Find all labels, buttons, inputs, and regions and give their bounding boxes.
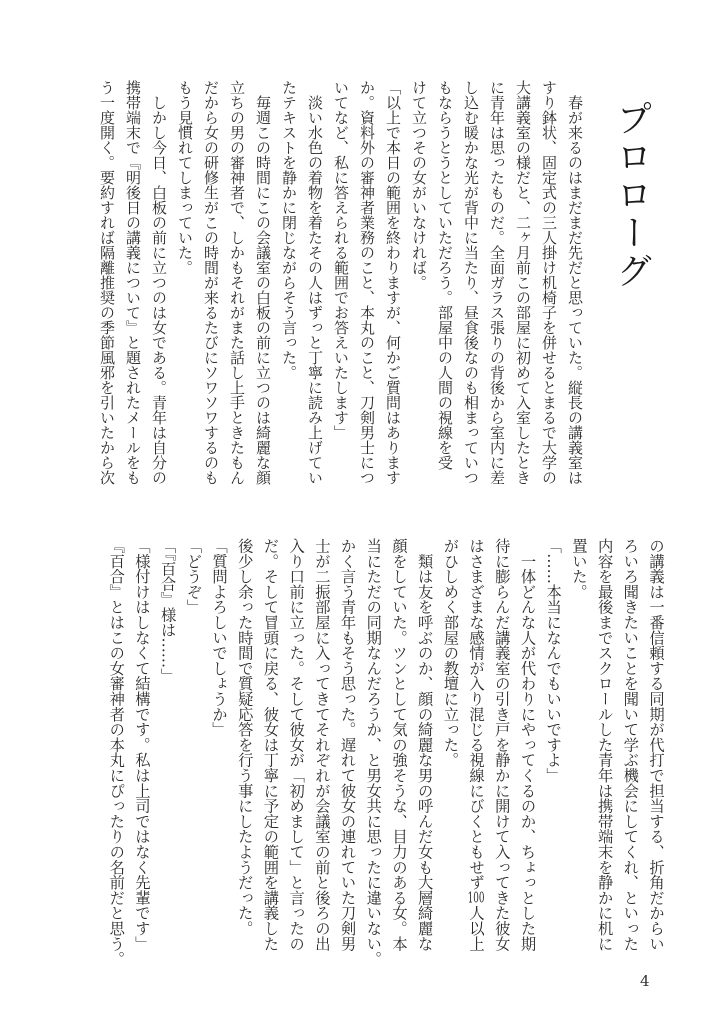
text-column: 携帯端末で『明後日の講義について』と題されたメールをも xyxy=(124,80,142,485)
text-column: 「『百合』様は……」 xyxy=(158,538,177,684)
text-column: 顔をしていた。ツンとして気の強そうな、目力のある女。本 xyxy=(389,538,408,952)
text-column: かく言う青年もそう思った。遅れて彼女の連れていた刀剣男 xyxy=(338,538,357,952)
text-column: 毎週この時間にこの会議室の白板の前に立つのは綺麗な顔 xyxy=(254,80,272,485)
page-number: 4 xyxy=(640,972,650,990)
text-column: う一度開く。要約すれば隔離推奨の季節風邪を引いたから次 xyxy=(98,80,116,485)
text-column: 内容を最後までスクロールした青年は携帯端末を静かに机に xyxy=(595,538,614,952)
text-column: いてなど、私に答えられる範囲でお答えいたします」 xyxy=(332,80,350,440)
lower-text-block xyxy=(103,538,668,967)
text-column: ろいろ聞きたいことを聞いて学ぶ機会にしてくれ、といった xyxy=(621,538,640,952)
text-column: もう見慣れてしまっていた。 xyxy=(176,80,194,275)
text-column: 入り口前に立った。そして彼女が「初めまして」と言ったの xyxy=(287,538,306,952)
text-column: の講義は一番信頼する同期が代打で担当する、折角だからい xyxy=(647,538,665,952)
text-column: しかし今日、白板の前に立つのは女である。青年は自分の xyxy=(150,80,168,485)
text-column: 置いた。 xyxy=(569,538,588,600)
text-column: に青年は思ったものだ。全面ガラス張りの背後から室内に差 xyxy=(488,80,506,485)
text-column: たテキストを静かに閉じながらそう言った。 xyxy=(280,80,298,380)
text-column: 「質問よろしいでしょうか」 xyxy=(210,538,229,737)
text-column: 士が二振部屋に入ってきてそれぞれが会議室の前と後ろの出 xyxy=(312,538,331,952)
upper-text-block xyxy=(94,80,588,492)
text-column: 一体どんな人が代わりにやってくるのか、ちょっとした期 xyxy=(518,538,537,952)
text-column: 「……本当になんでもいいですよ」 xyxy=(544,538,563,783)
text-column: し込む暖かな光が背中に当たり、昼食後なのも相まっていつ xyxy=(462,80,480,485)
text-column: か。資料外の審神者業務のこと、本丸のこと、刀剣男士につ xyxy=(358,80,376,485)
text-column: 立ちの男の審神者で、しかもそれがまた話し上手ときたもん xyxy=(228,80,246,485)
text-column: 大講義室の様だと、二ヶ月前この部屋に初めて入室したとき xyxy=(514,80,532,485)
text-column: 春が来るのはまだまだ先だと思っていた。縦長の講義室は xyxy=(566,80,584,485)
text-column: もならうとうとしていただろう。部屋中の人間の視線を受 xyxy=(436,80,454,470)
text-column: 当にただの同期なんだろうか、と男女共に思ったに違いない。 xyxy=(364,538,383,967)
text-column: 待に膨らんだ講義室の引き戸を静かに開けて入ってきた彼女 xyxy=(492,538,511,952)
text-column: けて立つその女がいなければ。 xyxy=(410,80,428,290)
text-column: すり鉢状、固定式の三人掛け机椅子を併せるとまるで大学の xyxy=(540,80,558,485)
text-column: 『百合』とはこの女審神者の本丸にぴったりの名前だと思う。 xyxy=(107,538,126,967)
text-column: 後少し余った時間で質疑応答を行う事にしたようだった。 xyxy=(235,538,254,936)
text-column: だ。そして冒頭に戻る、彼女は丁寧に予定の範囲を講義した xyxy=(261,538,280,952)
text-column: 「様付けはしなくて結構です。私は上司ではなく先輩です」 xyxy=(132,538,151,952)
chapter-title: プロローグ xyxy=(611,100,652,290)
text-column: だから女の研修生がこの時間が来るたびにソワソワするのも xyxy=(202,80,220,485)
text-column: 「以上で本日の範囲を終わりますが、何かご質問はあります xyxy=(384,80,402,485)
text-column: 「どうぞ」 xyxy=(184,538,203,615)
text-column: はさまざまな感情が入り混じる視線にびくともせず100人以上 xyxy=(467,538,486,952)
text-column: 淡い水色の着物を着たその人はずっと丁寧に読み上げてい xyxy=(306,80,324,485)
text-column: 類は友を呼ぶのか、顔の綺麗な男の呼んだ女も大層綺麗な xyxy=(415,538,434,952)
text-column: がひしめく部屋の教壇に立った。 xyxy=(441,538,460,768)
